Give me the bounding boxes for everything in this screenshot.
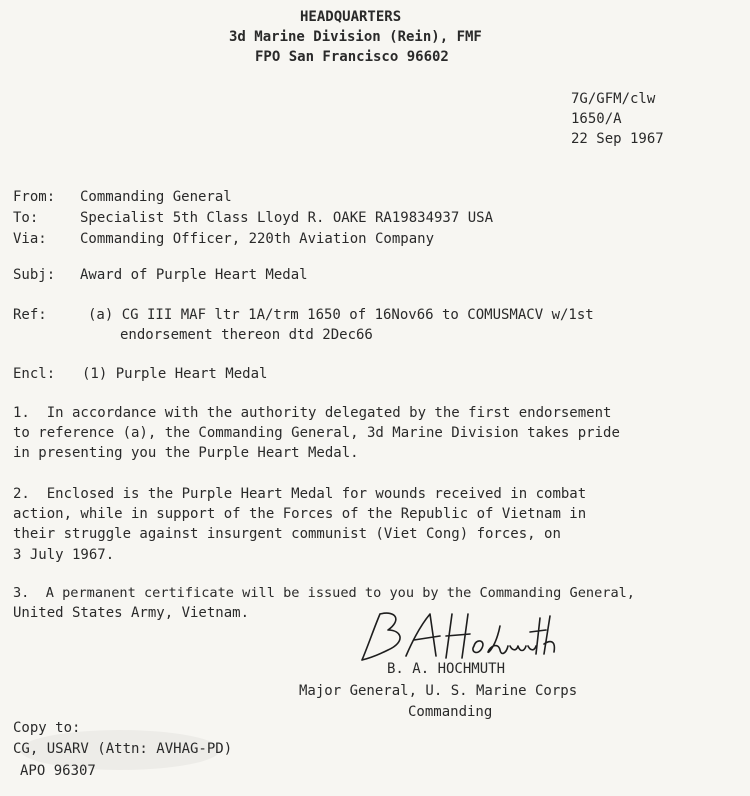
enclosure-label: Encl:: [13, 366, 56, 382]
signer-rank: Major General, U. S. Marine Corps: [299, 683, 578, 699]
paragraph-1-line-3: in presenting you the Purple Heart Medal.: [13, 445, 359, 461]
copy-to-label: Copy to:: [13, 720, 81, 736]
letter-date: 22 Sep 1967: [571, 131, 664, 147]
signer-name: B. A. HOCHMUTH: [387, 661, 506, 677]
paragraph-2-line-3: their struggle against insurgent communist (Viet Cong) forces, on: [13, 526, 561, 542]
copy-to-line-2: APO 96307: [20, 763, 96, 779]
to-label: To:: [13, 210, 39, 226]
from-value: Commanding General: [80, 189, 232, 205]
copy-to-line-1: CG, USARV (Attn: AVHAG-PD): [13, 741, 233, 757]
via-value: Commanding Officer, 220th Aviation Company: [80, 231, 435, 247]
paragraph-2-line-4: 3 July 1967.: [13, 547, 115, 563]
file-number: 1650/A: [571, 111, 622, 127]
via-label: Via:: [13, 231, 47, 247]
paragraph-3-line-2: United States Army, Vietnam.: [13, 605, 250, 621]
paragraph-2-line-1: 2. Enclosed is the Purple Heart Medal for wounds received in combat: [13, 486, 587, 502]
paragraph-1-line-2: to reference (a), the Commanding General, 3d Marine Division takes pride: [13, 425, 620, 441]
paragraph-3-line-1: 3. A permanent certificate will be issued to you by the Commanding General,: [13, 585, 635, 601]
subject-label: Subj:: [13, 267, 56, 283]
paragraph-1-line-1: 1. In accordance with the authority delegated by the first endorsement: [13, 405, 612, 421]
signer-title: Commanding: [408, 704, 493, 720]
file-code: 7G/GFM/clw: [571, 91, 656, 107]
subject-value: Award of Purple Heart Medal: [80, 267, 308, 283]
reference-line-2: endorsement thereon dtd 2Dec66: [120, 327, 373, 343]
enclosure-value: (1) Purple Heart Medal: [82, 366, 268, 382]
header-line-3: FPO San Francisco 96602: [255, 49, 449, 65]
reference-line-1: (a) CG III MAF ltr 1A/trm 1650 of 16Nov66 to COMUSMACV w/1st: [88, 307, 594, 323]
to-value: Specialist 5th Class Lloyd R. OAKE RA19834937 USA: [80, 210, 494, 226]
header-line-1: HEADQUARTERS: [300, 9, 402, 25]
from-label: From:: [13, 189, 56, 205]
reference-label: Ref:: [13, 307, 47, 323]
header-line-2: 3d Marine Division (Rein), FMF: [229, 29, 482, 45]
paragraph-2-line-2: action, while in support of the Forces of the Republic of Vietnam in: [13, 506, 587, 522]
